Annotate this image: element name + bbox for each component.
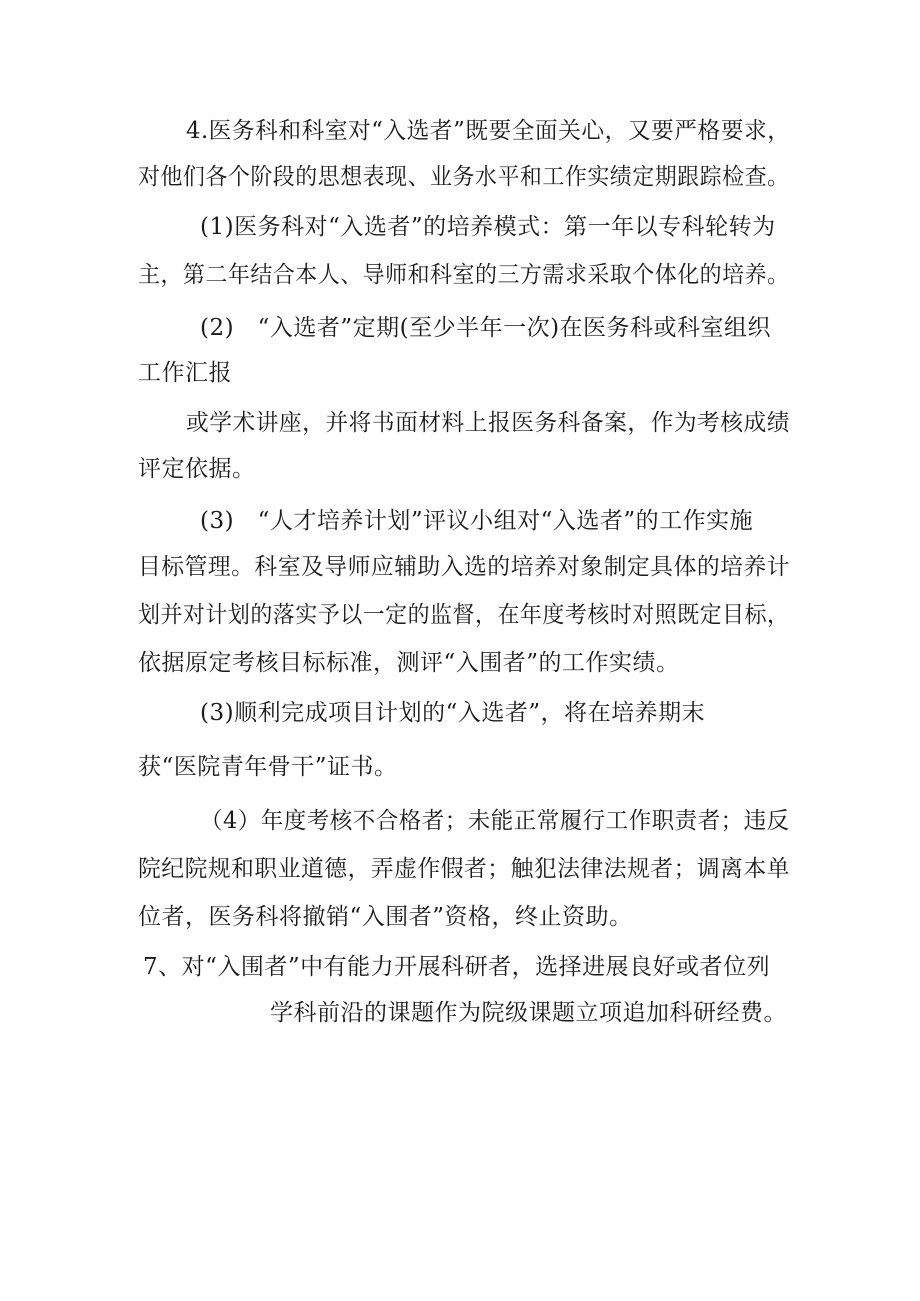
- text-line: 主，第二年结合本人、导师和科室的三方需求采取个体化的培养。: [138, 262, 790, 288]
- text-line: 工作汇报: [138, 360, 232, 386]
- text-line: 院纪院规和职业道德，弄虚作假者；触犯法律法规者；调离本单: [138, 856, 791, 882]
- text-line: 划并对计划的落实予以一定的监督，在年度考核时对照既定目标，: [138, 602, 790, 628]
- text-line: 获“医院青年骨干”证书。: [138, 754, 398, 780]
- text-line: (1)医务科对“入选者”的培养模式：第一年以专科轮转为: [200, 214, 776, 240]
- text-line: 学科前沿的课题作为院级课题立项追加科研经费。: [270, 1000, 787, 1026]
- text-line: 对他们各个阶段的思想表现、业务水平和工作实绩定期跟踪检查。: [138, 164, 790, 190]
- text-line: 7、对“入围者”中有能力开展科研者，选择进展良好或者位列: [143, 954, 771, 980]
- text-line: (2) “入选者”定期(至少半年一次)在医务科或科室组织: [200, 315, 772, 341]
- text-line: 评定依据。: [138, 456, 256, 482]
- text-line: 依据原定考核目标标准，测评“入围者”的工作实绩。: [138, 650, 680, 676]
- text-line: 或学术讲座，并将书面材料上报医务科备案，作为考核成绩: [186, 410, 790, 436]
- text-line: 4.医务科和科室对“入选者”既要全面关心，又要严格要求，: [186, 118, 791, 144]
- text-line: 位者，医务科将撤销“入围者”资格，终止资助。: [138, 904, 633, 930]
- text-line: 目标管理。科室及导师应辅助入选的培养对象制定具体的培养计: [138, 554, 791, 580]
- text-line: （4）年度考核不合格者；未能正常履行工作职责者；违反: [200, 808, 790, 834]
- text-line: (3) “人才培养计划”评议小组对“入选者”的工作实施: [200, 508, 754, 534]
- text-line: (3)顺利完成项目计划的“入选者”，将在培养期末: [200, 700, 706, 726]
